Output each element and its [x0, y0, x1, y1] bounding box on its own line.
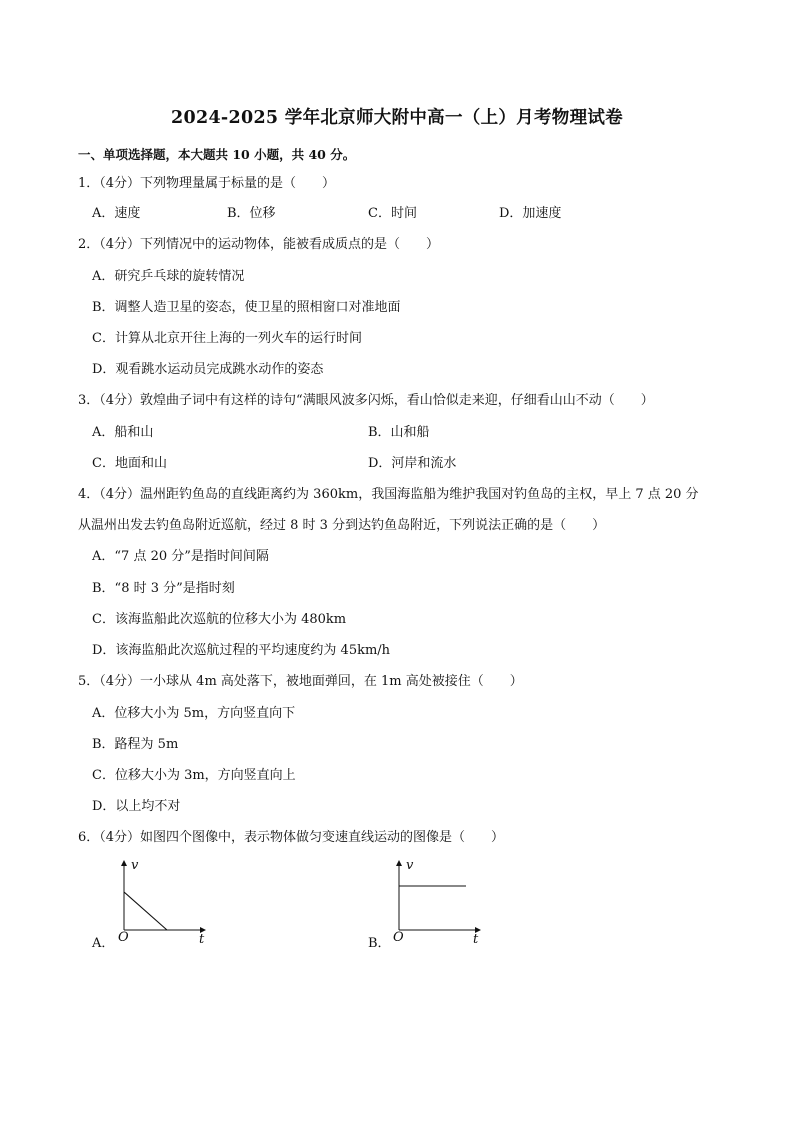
q6-option-b-label: B． — [368, 936, 391, 951]
graph-a-v-label: v — [131, 858, 139, 873]
q1-option-a: A．速度 — [92, 206, 141, 221]
q2-option-c: C．计算从北京开往上海的一列火车的运行时间 — [92, 331, 362, 346]
q4-option-c: C．该海监船此次巡航的位移大小为 480km — [92, 612, 347, 627]
graph-b-v-label: v — [406, 858, 414, 873]
question-3-stem: 3．（4分）敦煌曲子词中有这样的诗句“满眼风波多闪烁，看山恰似走来迎，仔细看山山不动（ ） — [78, 393, 654, 408]
graph-b-t-label: t — [473, 932, 479, 947]
graph-a-origin-label: O — [118, 930, 129, 945]
question-4-stem-line-2: 从温州出发去钓鱼岛附近巡航，经过 8 时 3 分到达钓鱼岛附近，下列说法正确的是（ ） — [78, 518, 606, 533]
section-heading: 一、单项选择题，本大题共 10 小题，共 40 分。 — [78, 147, 356, 162]
q6-graph-b — [387, 858, 487, 938]
q6-graph-a — [112, 858, 212, 938]
q4-option-d: D．该海监船此次巡航过程的平均速度约为 45km/h — [92, 643, 391, 658]
q5-option-a: A．位移大小为 5m，方向竖直向下 — [92, 706, 296, 721]
q3-option-d: D．河岸和流水 — [368, 456, 457, 471]
q3-option-b: B．山和船 — [368, 425, 430, 440]
q4-option-b: B．“8 时 3 分”是指时刻 — [92, 581, 235, 596]
graph-a-line — [124, 892, 167, 930]
q1-option-b: B．位移 — [227, 206, 276, 221]
q1-option-d: D．加速度 — [499, 206, 562, 221]
graph-a-t-label: t — [199, 932, 205, 947]
question-5-stem: 5．（4分）一小球从 4m 高处落下，被地面弹回，在 1m 高处被接住（ ） — [78, 674, 523, 689]
q5-option-c: C．位移大小为 3m，方向竖直向上 — [92, 768, 296, 783]
question-6-stem: 6．（4分）如图四个图像中，表示物体做匀变速直线运动的图像是（ ） — [78, 830, 505, 845]
q2-option-d: D．观看跳水运动员完成跳水动作的姿态 — [92, 362, 324, 377]
q5-option-d: D．以上均不对 — [92, 799, 181, 814]
q2-option-a: A．研究乒乓球的旋转情况 — [92, 269, 245, 284]
page-title: 2024-2025 学年北京师大附中高一（上）月考物理试卷 — [171, 108, 623, 128]
q1-option-c: C．时间 — [368, 206, 417, 221]
question-1-stem: 1．（4分）下列物理量属于标量的是（ ） — [78, 176, 336, 191]
graph-b-origin-label: O — [393, 930, 404, 945]
q6-option-a-label: A． — [92, 936, 115, 951]
q3-option-a: A．船和山 — [92, 425, 154, 440]
q4-option-a: A．“7 点 20 分”是指时间间隔 — [92, 549, 269, 564]
q2-option-b: B．调整人造卫星的姿态，使卫星的照相窗口对准地面 — [92, 300, 401, 315]
q3-option-c: C．地面和山 — [92, 456, 167, 471]
question-4-stem-line-1: 4．（4分）温州距钓鱼岛的直线距离约为 360km，我国海监船为维护我国对钓鱼岛的主权，早上 7 点 20 分 — [78, 487, 699, 502]
question-2-stem: 2．（4分）下列情况中的运动物体，能被看成质点的是（ ） — [78, 237, 440, 252]
q5-option-b: B．路程为 5m — [92, 737, 179, 752]
